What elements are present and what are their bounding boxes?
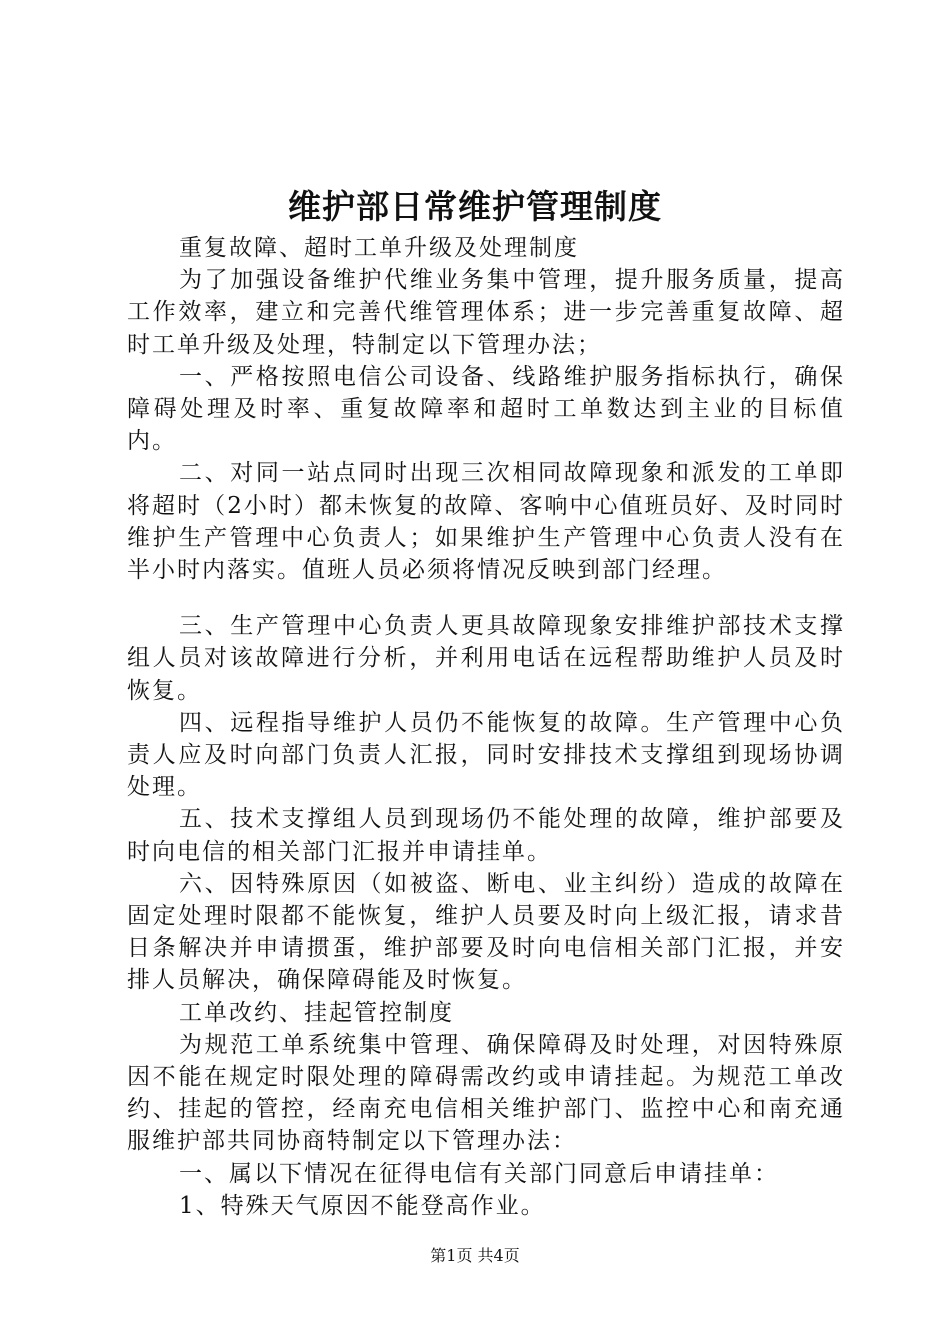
body-paragraph: 五、技术支撑组人员到现场仍不能处理的故障，维护部要及时向电信的相关部门汇报并申请挂单。 <box>127 806 845 865</box>
body-paragraph: 为规范工单系统集中管理、确保障碍及时处理，对因特殊原因不能在规定时限处理的障碍需改约或申请挂起。为规范工单改约、挂起的管控，经南充电信相关维护部门、监控中心和南充通服维护部共同协商特制定以下管理办法： <box>127 1031 845 1155</box>
body-paragraph: 四、远程指导维护人员仍不能恢复的故障。生产管理中心负责人应及时向部门负责人汇报，同时安排技术支撑组到现场协调处理。 <box>127 709 845 801</box>
section-heading: 工单改约、挂起管控制度 <box>179 999 454 1026</box>
body-paragraph: 1、特殊天气原因不能登高作业。 <box>179 1192 546 1219</box>
body-paragraph: 六、因特殊原因（如被盗、断电、业主纠纷）造成的故障在固定处理时限都不能恢复，维护人员要及时向上级汇报，请求昔日条解决并申请掼蛋，维护部要及时向电信相关部门汇报，并安排人员解决，确保障碍能及时恢复。 <box>127 870 845 994</box>
document-body <box>127 232 845 1222</box>
body-paragraph: 三、生产管理中心负责人更具故障现象安排维护部技术支撑组人员对该故障进行分析，并利用电话在远程帮助维护人员及时恢复。 <box>127 613 845 704</box>
body-paragraph: 二、对同一站点同时出现三次相同故障现象和派发的工单即将超时（2小时）都未恢复的故障、客响中心值班员好、及时同时维护生产管理中心负责人；如果维护生产管理中心负责人没有在半小时内落实。值班人员必须将情况反映到部门经理。 <box>127 460 845 584</box>
body-paragraph: 为了加强设备维护代维业务集中管理，提升服务质量，提高工作效率，建立和完善代维管理体系；进一步完善重复故障、超时工单升级及处理，特制定以下管理办法； <box>127 267 845 358</box>
body-paragraph: 一、属以下情况在征得电信有关部门同意后申请挂单： <box>179 1160 779 1187</box>
page-footer: 第1页 共4页 <box>430 1246 520 1265</box>
document-title: 维护部日常维护管理制度 <box>288 187 662 226</box>
body-paragraph: 一、严格按照电信公司设备、线路维护服务指标执行，确保障碍处理及时率、重复故障率和超时工单数达到主业的目标值内。 <box>127 363 845 455</box>
section-heading: 重复故障、超时工单升级及处理制度 <box>179 235 579 261</box>
